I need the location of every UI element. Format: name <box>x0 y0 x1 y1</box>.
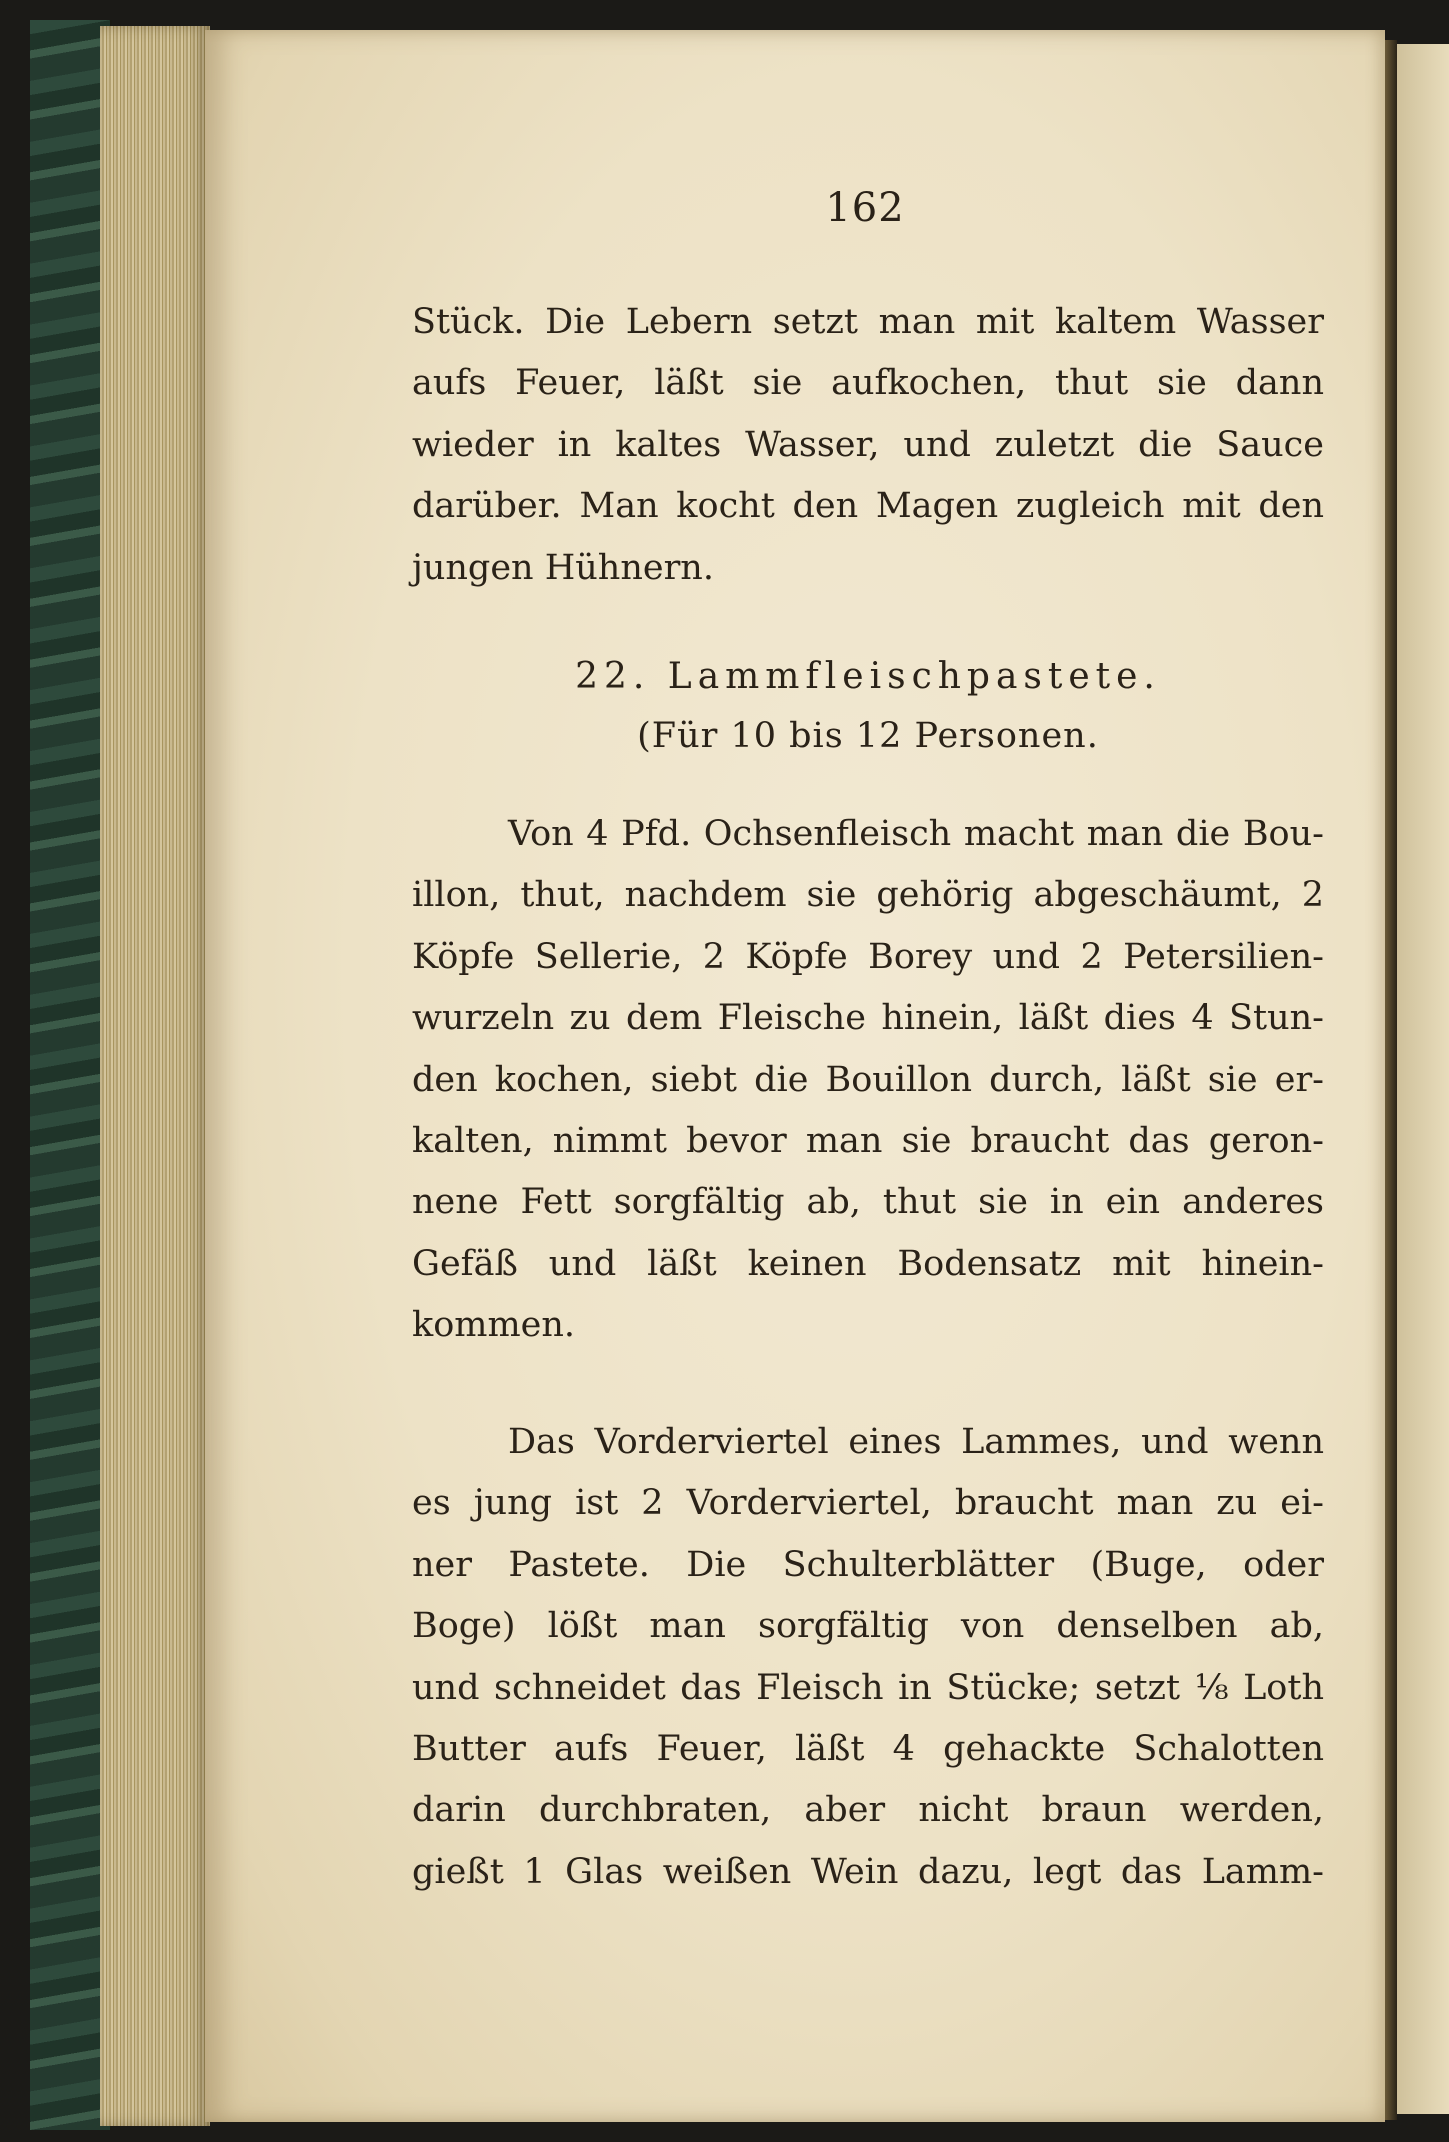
text-line: nene Fett sorgfältig ab, thut sie in ein anderes <box>412 1182 1324 1223</box>
text-line: illon, thut, nachdem sie gehörig abgeschäumt, 2 <box>412 875 1324 916</box>
facing-page-edge <box>1397 44 1449 2114</box>
text-line: kommen. <box>412 1305 576 1346</box>
page-edges <box>100 26 210 2126</box>
text-line: Stück. Die Lebern setzt man mit kaltem Wasser <box>412 302 1324 342</box>
text-line: gießt 1 Glas weißen Wein dazu, legt das Lamm- <box>412 1851 1324 1892</box>
text-line: aufs Feuer, läßt sie aufkochen, thut sie dann <box>412 363 1324 404</box>
text-line: Butter aufs Feuer, läßt 4 gehackte Schalotten <box>412 1729 1324 1770</box>
paragraph-1 <box>412 292 1324 599</box>
recipe-subtitle: (Für 10 bis 12 Personen. <box>637 716 1099 756</box>
text-line: Von 4 Pfd. Ochsenfleisch macht man die Bou- <box>508 814 1324 854</box>
text-line: Das Vorderviertel eines Lammes, und wenn <box>508 1422 1324 1462</box>
paragraph-3 <box>412 1412 1324 1903</box>
text-line: den kochen, siebt die Bouillon durch, läßt sie er- <box>412 1059 1324 1100</box>
recipe-title: 22. Lammfleischpastete. <box>575 656 1161 697</box>
text-line: wurzeln zu dem Fleische hinein, läßt dies 4 Stun- <box>412 998 1324 1039</box>
paragraph-2 <box>412 804 1324 1357</box>
text-line: darin durchbraten, aber nicht braun werden, <box>412 1790 1324 1831</box>
text-line: jungen Hühnern. <box>412 547 714 588</box>
page-number: 162 <box>825 185 905 231</box>
text-line: Boge) lößt man sorgfältig von denselben ab, <box>412 1606 1324 1647</box>
text-line: Gefäß und läßt keinen Bodensatz mit hinein- <box>412 1243 1324 1284</box>
text-line: Köpfe Sellerie, 2 Köpfe Borey und 2 Petersilien- <box>412 936 1324 977</box>
text-line: und schneidet das Fleisch in Stücke; setzt ⅛ Loth <box>412 1667 1324 1708</box>
text-line: kalten, nimmt bevor man sie braucht das geron- <box>412 1121 1324 1162</box>
text-line: wieder in kaltes Wasser, und zuletzt die Sauce <box>412 424 1324 465</box>
text-line: darüber. Man kocht den Magen zugleich mit den <box>412 486 1324 527</box>
book-gutter <box>1385 40 1397 2120</box>
text-line: es jung ist 2 Vorderviertel, braucht man zu ei- <box>412 1483 1324 1524</box>
text-line: ner Pastete. Die Schulterblätter (Buge, oder <box>412 1544 1324 1585</box>
